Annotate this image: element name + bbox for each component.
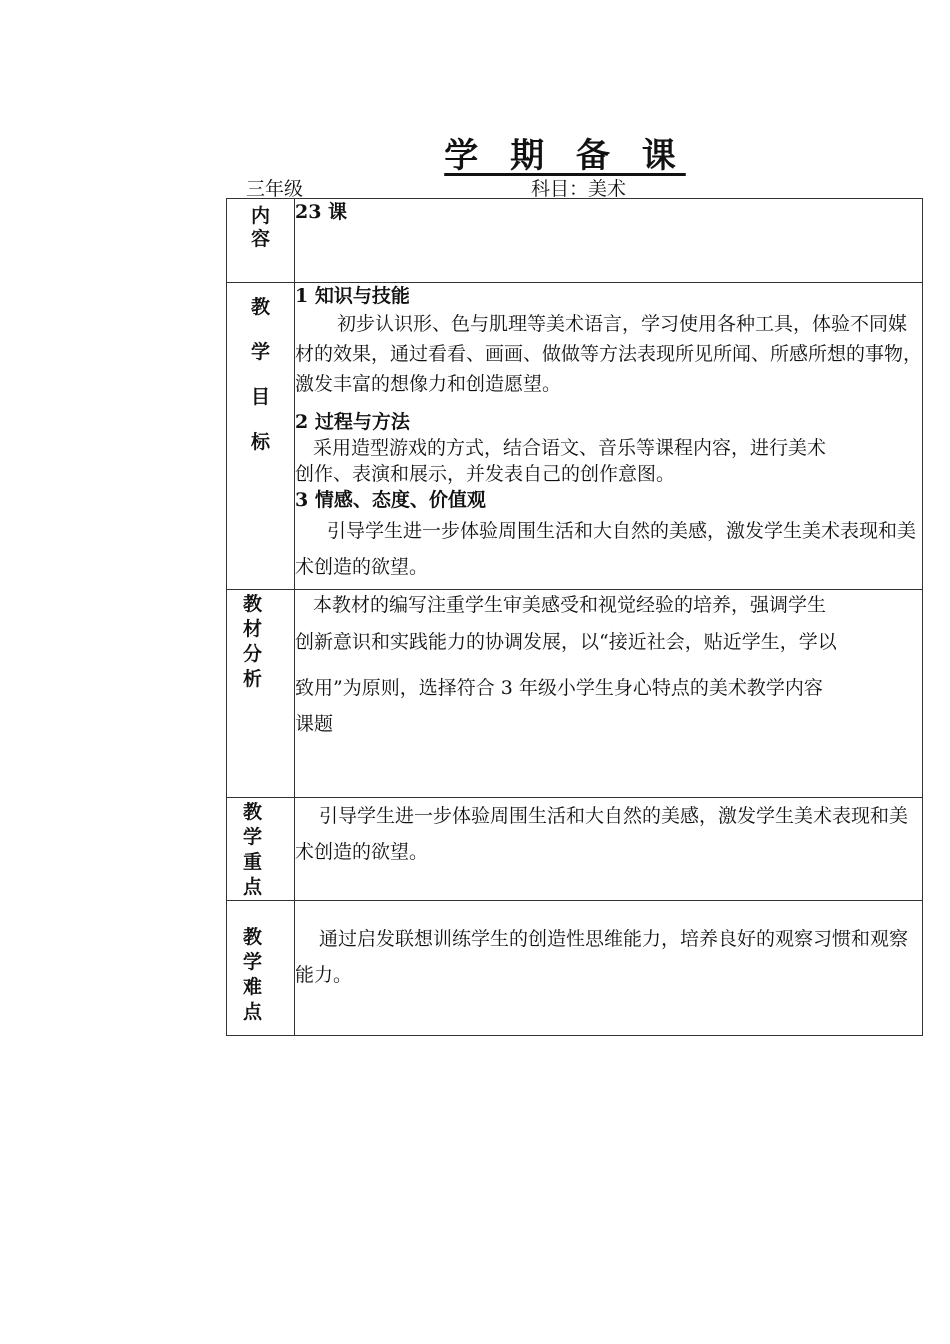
- goals-label-char: 标: [250, 431, 270, 453]
- content-label-cell: [227, 199, 295, 283]
- goals-label-char: 目: [250, 386, 270, 408]
- goals-label-char: 教: [250, 296, 270, 318]
- table-row-analysis: [227, 590, 923, 798]
- analysis-label-char: 教: [243, 593, 263, 615]
- analysis-line-1: 本教材的编写注重学生审美感受和视觉经验的培养，强调学生: [313, 594, 827, 616]
- goal-1-text: 初步认识形、色与肌理等美术语言，学习使用各种工具，体验不同媒材的效果，通过看看、画画、做做等方法表现所见所闻、所感所想的事物，激发丰富的想像力和创造愿望。: [295, 313, 923, 395]
- goal-1-heading: 1 知识与技能: [295, 285, 410, 307]
- subject-label: 科目：美术: [531, 178, 627, 200]
- analysis-cell: [295, 590, 923, 798]
- difficulties-label-char: 教: [243, 926, 263, 948]
- lesson-number: 23 课: [295, 201, 348, 223]
- difficulties-label-char: 点: [243, 1001, 263, 1023]
- analysis-label-cell: [227, 590, 295, 798]
- goal-3-heading: 3 情感、态度、价值观: [295, 489, 486, 511]
- keypoints-label-char: 教: [243, 801, 263, 823]
- difficulties-text: 通过启发联想训练学生的创造性思维能力，培养良好的观察习惯和观察能力。: [295, 928, 909, 986]
- keypoints-cell: [295, 798, 923, 901]
- keypoints-text: 引导学生进一步体验周围生活和大自然的美感，激发学生美术表现和美术创造的欲望。: [295, 805, 909, 863]
- analysis-line-2: 创新意识和实践能力的协调发展，以“接近社会，贴近学生，学以: [295, 631, 837, 653]
- content-label-char: 容: [250, 228, 270, 250]
- goal-2-heading: 2 过程与方法: [295, 411, 410, 433]
- keypoints-label-char: 学: [243, 826, 263, 848]
- content-cell: [295, 199, 923, 283]
- keypoints-label-cell: [227, 798, 295, 901]
- page-title: 学 期 备 课: [444, 136, 686, 176]
- goals-cell: [295, 283, 923, 590]
- goals-label-cell: [227, 283, 295, 590]
- goal-3-text: 引导学生进一步体验周围生活和大自然的美感，激发学生美术表现和美术创造的欲望。: [295, 520, 917, 578]
- analysis-line-4: 课题: [295, 713, 334, 735]
- lesson-plan-table: [226, 198, 923, 1036]
- keypoints-label-char: 点: [243, 876, 263, 898]
- table-row-content: [227, 199, 923, 283]
- analysis-label-char: 材: [243, 618, 263, 640]
- goals-label-char: 学: [250, 341, 270, 363]
- grade-label: 三年级: [246, 178, 304, 200]
- table-row-goals: [227, 283, 923, 590]
- analysis-label-char: 析: [243, 668, 263, 690]
- difficulties-label-cell: [227, 901, 295, 1036]
- analysis-label-char: 分: [243, 643, 263, 665]
- content-label-char: 内: [250, 205, 270, 227]
- goal-2-line-2: 创作、表演和展示，并发表自己的创作意图。: [295, 463, 676, 485]
- table-row-keypoints: [227, 798, 923, 901]
- table-row-difficulties: [227, 901, 923, 1036]
- difficulties-label-char: 难: [243, 976, 263, 998]
- goal-2-line-1: 采用造型游戏的方式，结合语文、音乐等课程内容，进行美术: [313, 437, 827, 459]
- keypoints-label-char: 重: [243, 851, 263, 873]
- analysis-line-3: 致用”为原则，选择符合 3 年级小学生身心特点的美术教学内容: [295, 677, 823, 699]
- difficulties-label-char: 学: [243, 951, 263, 973]
- difficulties-cell: [295, 901, 923, 1036]
